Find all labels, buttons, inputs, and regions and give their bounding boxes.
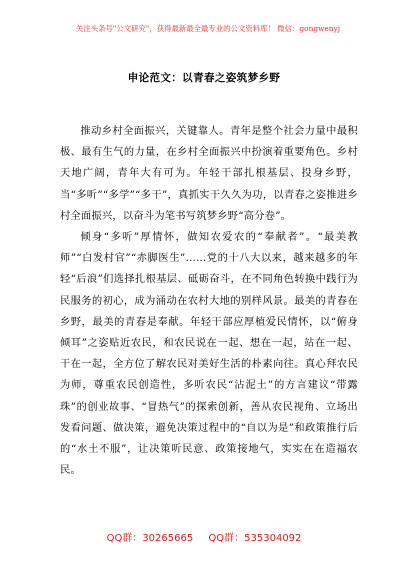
document-body [60,121,358,481]
paragraph-1: 推动乡村全面振兴，关键靠人。青年是整个社会力量中最积极、最有生气的力量，在乡村全面振兴中扮演着重要角色。乡村天地广阔，青年大有可为。年轻干部扎根基层、投身乡野，当“多听”“多学”“多干”，真抓实干久久为功，以青春之姿推进乡村全面振兴，以奋斗为笔书写筑梦乡野“高分卷”。 [60,126,358,222]
paragraph-2: 倾身“多听”厚情怀，做知农爱农的“奉献者”。“最美教师”“白发村官”“赤脚医生”……党的十八大以来，越来越多的年轻“后浪”们选择扎根基层、砥砺奋斗，在不同角色转换中践行为民服务的初心，成为涌动在农村大地的别样风景。最美的青春在乡野，最美的青春是奉献。年轻干部应厚植爱民情怀，以“俯身倾耳”之姿贴近农民，和农民说在一起、想在一起，站在一起、干在一起，全方位了解农民对美好生活的朴素向往。真心拜农民为师，尊重农民创造性，多听农民“沾泥土”的方言建议“带露珠”的创业故事、“冒热气”的探索创新，善从农民视角、立场出发看问题、做决策，避免决策过程中的“自以为是”和政策推行后的“水土不服”，让决策听民意、政策接地气，实实在在造福农民。 [60,232,358,477]
footer-qq-group-2: QQ群：535304092 [208,533,302,544]
footer-qq-groups [0,529,408,544]
header-banner: 关注头条号"公文研究"，获得最新最全最专业的公文资料库！ 微信：gongwenyj [75,24,341,33]
footer-qq-group-1: QQ群：30265665 [106,533,194,544]
document-title: 申论范文：以青春之姿筑梦乡野 [127,72,281,84]
